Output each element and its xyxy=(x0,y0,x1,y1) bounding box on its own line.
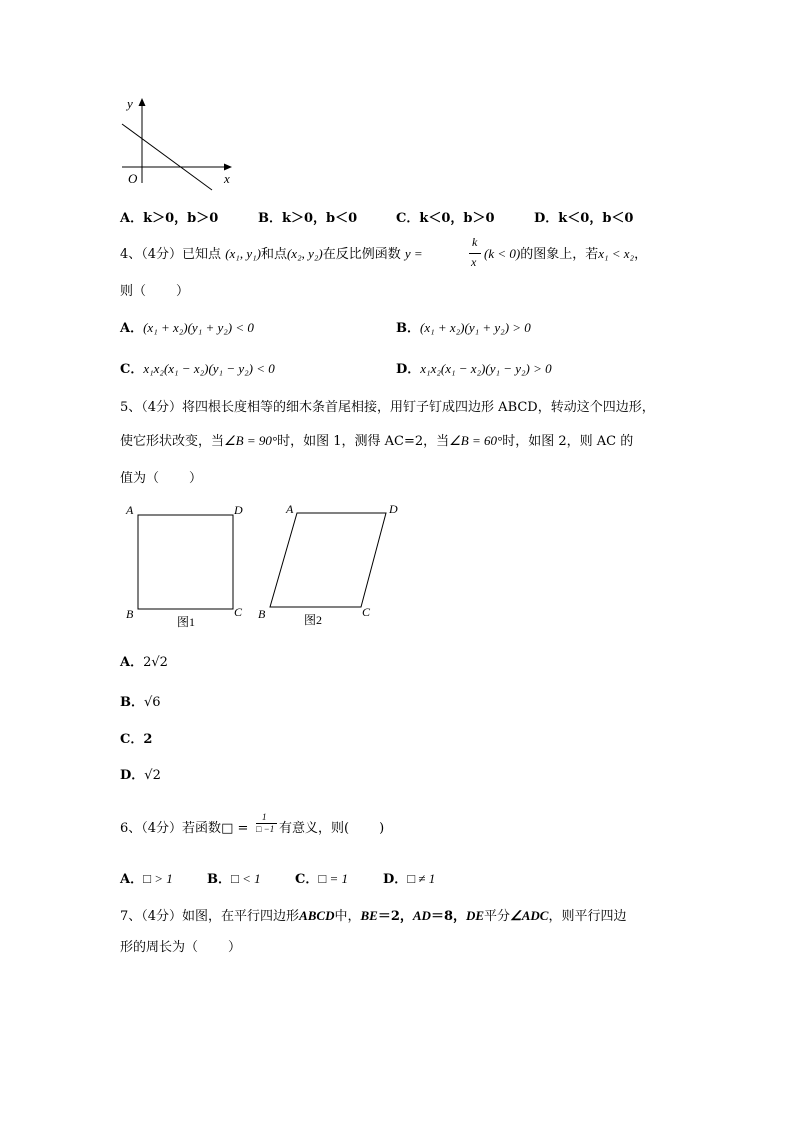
q5-angle2: ∠B = 60° xyxy=(449,433,503,448)
option-expr: (x₁ + x₂)(y₁ + y₂) > 0 xyxy=(420,320,531,335)
option-expr: x₁x₂(x₁ − x₂)(y₁ − y₂) > 0 xyxy=(420,361,552,376)
q6-number: 6、（4分） xyxy=(120,821,183,836)
q4-option-d[interactable] xyxy=(396,358,552,377)
q6-question xyxy=(120,817,248,836)
q7-text: 平分 xyxy=(484,909,511,924)
q5-line3 xyxy=(120,467,202,486)
q7-text: ＝8， xyxy=(430,909,466,924)
q3-option-b[interactable]: B．k＞0，b＜0 xyxy=(258,211,358,226)
q4-func-denominator: x xyxy=(471,255,477,269)
fig1-caption: 图1 xyxy=(177,615,196,629)
q4-func-lhs: y = xyxy=(404,246,423,261)
q3-option-a[interactable]: A．k＞0，b＞0 xyxy=(120,211,219,226)
q7-question-line2 xyxy=(120,936,241,955)
option-label: D． xyxy=(396,362,421,377)
q7-text: 中， xyxy=(334,909,361,924)
option-label: D． xyxy=(383,872,408,887)
q4-cond: x₁ < x₂ xyxy=(598,246,635,261)
q3-option-d[interactable]: D．k＜0，b＜0 xyxy=(534,211,634,226)
fig1-label-d: D xyxy=(234,503,243,517)
option-label: A． xyxy=(120,655,144,670)
q4-line2: 则（ xyxy=(120,284,147,299)
option-expr: 2 xyxy=(143,732,153,747)
q7-text: ＝2， xyxy=(377,909,413,924)
q5-option-c[interactable] xyxy=(120,728,152,747)
q3-graph xyxy=(110,95,250,195)
q6-option-a[interactable] xyxy=(120,868,173,887)
q4-question xyxy=(120,243,423,262)
q5-text: 时，如图 2，则 AC 的 xyxy=(502,434,634,449)
q4-text: 已知点 xyxy=(182,247,222,262)
q7-be: BE xyxy=(360,908,378,923)
q5-option-a[interactable] xyxy=(120,651,168,670)
option-expr: √2 xyxy=(144,768,161,783)
q7-line2-end: ） xyxy=(228,940,242,955)
q6-text-end: ) xyxy=(379,821,385,836)
q5-line3-text: 值为（ xyxy=(120,471,160,486)
q6-numerator: 1 xyxy=(262,812,267,822)
q4-question-cont xyxy=(484,243,647,262)
x-axis-label: x xyxy=(224,171,230,186)
q5-option-d[interactable] xyxy=(120,764,161,783)
q7-abcd: ABCD xyxy=(299,908,335,923)
q5-text: 时，如图 1，测得 AC=2，当 xyxy=(277,434,450,449)
q4-point1: (x₁, y₁) xyxy=(225,246,261,261)
q5-line1: 5、（4分）将四根长度相等的细木条首尾相接，用钉子钉成四边形 ABCD，转动这个四边形， xyxy=(120,400,655,415)
q6-denominator: □ −1 xyxy=(256,824,275,834)
q6-lhs: □ = xyxy=(221,821,249,836)
q4-func-numerator: k xyxy=(472,235,478,249)
option-label: B． xyxy=(207,872,231,887)
q4-text: 的图象上，若 xyxy=(520,247,599,262)
q7-number: 7、（4分） xyxy=(120,909,183,924)
option-expr: 2√2 xyxy=(143,655,168,670)
fig2-label-a: A xyxy=(286,502,294,516)
q5-line2 xyxy=(120,430,633,449)
q6-option-d[interactable] xyxy=(383,868,435,887)
q7-text: ，则平行四边 xyxy=(548,909,627,924)
q6-option-c[interactable] xyxy=(295,868,348,887)
q4-text: 在反比例函数 xyxy=(322,247,401,262)
fig1-label-c: C xyxy=(234,605,243,619)
option-label: B． xyxy=(396,321,420,336)
q7-line2: 形的周长为（ xyxy=(120,940,199,955)
option-label: C． xyxy=(295,872,319,887)
option-label: D． xyxy=(120,768,145,783)
q4-option-c[interactable] xyxy=(120,358,275,377)
q5-option-b[interactable] xyxy=(120,691,161,710)
option-expr: x₁x₂(x₁ − x₂)(y₁ − y₂) < 0 xyxy=(143,361,275,376)
q4-point2: (x₂, y₂) xyxy=(286,246,323,261)
fig1-square xyxy=(138,515,233,609)
fig2-label-c: C xyxy=(362,605,371,619)
q4-number: 4、（4分） xyxy=(120,247,183,262)
option-expr: √6 xyxy=(144,695,161,710)
q4-question-line2 xyxy=(120,280,189,299)
option-label: C． xyxy=(120,362,144,377)
fig2-caption: 图2 xyxy=(304,613,323,627)
q7-text: 如图，在平行四边形 xyxy=(182,909,300,924)
q7-angle: ∠ADC xyxy=(510,908,549,923)
q4-text: ， xyxy=(634,247,648,262)
q5-text: 使它形状改变，当 xyxy=(120,434,225,449)
q6-question-cont xyxy=(279,817,384,836)
fig2-rhombus xyxy=(270,513,386,607)
option-label: A． xyxy=(120,321,144,336)
origin-label: O xyxy=(128,171,138,186)
option-expr: □ < 1 xyxy=(231,871,261,886)
option-label: A． xyxy=(120,872,144,887)
q6-option-b[interactable] xyxy=(207,868,261,887)
option-expr: □ > 1 xyxy=(143,871,173,886)
q5-figures xyxy=(120,498,410,633)
q6-text: 若函数 xyxy=(182,821,222,836)
option-label: B． xyxy=(120,695,144,710)
option-expr: □ ≠ 1 xyxy=(407,871,436,886)
option-expr: (x₁ + x₂)(y₁ + y₂) < 0 xyxy=(143,320,254,335)
q3-option-c[interactable]: C．k＜0，b＞0 xyxy=(396,211,495,226)
fig2-label-d: D xyxy=(389,502,398,516)
option-expr: □ = 1 xyxy=(318,871,348,886)
x-axis-arrow xyxy=(224,164,232,171)
q6-text: 有意义，则( xyxy=(279,821,350,836)
q4-option-b[interactable] xyxy=(396,317,531,336)
q5-angle1: ∠B = 90° xyxy=(224,433,278,448)
fig1-label-b: B xyxy=(126,607,134,621)
fig2-label-b: B xyxy=(258,607,266,621)
fig1-label-a: A xyxy=(126,503,134,517)
q7-ad: AD xyxy=(412,908,431,923)
y-axis-arrow xyxy=(139,98,146,106)
option-label: C． xyxy=(120,732,144,747)
y-axis-label: y xyxy=(127,96,133,111)
q5-line3-end: ） xyxy=(189,471,203,486)
q4-func-cond: (k < 0) xyxy=(484,246,521,261)
q7-de: DE xyxy=(465,908,485,923)
q4-option-a[interactable] xyxy=(120,317,254,336)
q4-fraction-bar xyxy=(469,253,481,254)
q7-question xyxy=(120,905,626,924)
q4-line2-end: ） xyxy=(176,284,190,299)
q4-text: 和点 xyxy=(260,247,287,262)
